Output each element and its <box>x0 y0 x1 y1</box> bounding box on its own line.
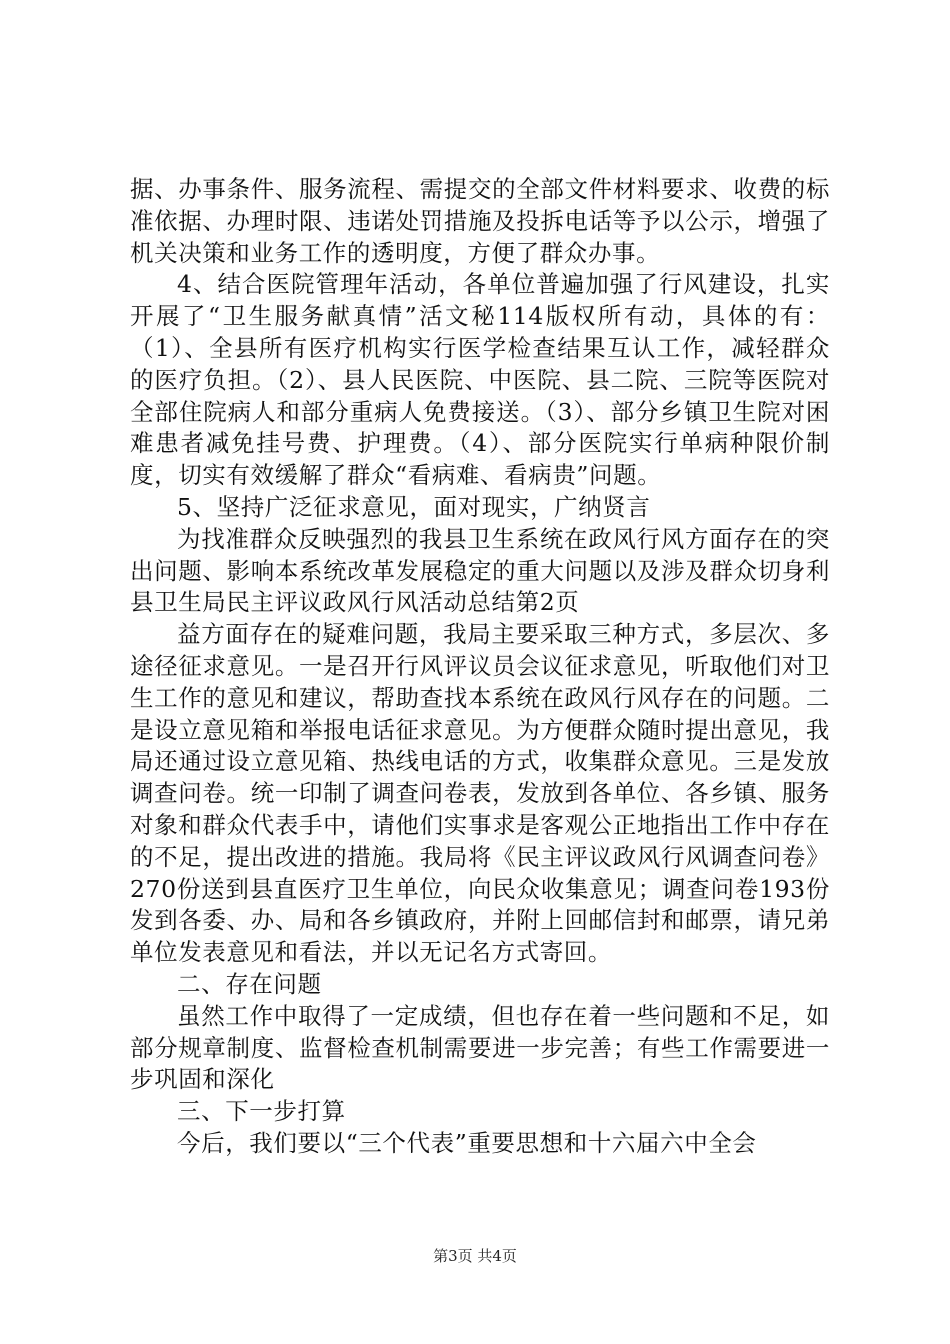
page-footer: 第3页 共4页 <box>433 1247 517 1265</box>
paragraph-9: 今后，我们要以“三个代表”重要思想和十六届六中全会 <box>177 1128 757 1157</box>
paragraph-1: 据、办事条件、服务流程、需提交的全部文件材料要求、收费的标准依据、办理时限、违诺处罚措施及投拆电话等予以公示，增强了机关决策和业务工作的透明度，方便了群众办事。 <box>130 175 830 267</box>
section-heading-problems: 二、存在问题 <box>177 969 322 998</box>
paragraph-7: 虽然工作中取得了一定成绩，但也存在着一些问题和不足，如部分规章制度、监督检查机制需要进一步完善；有些工作需要进一步巩固和深化 <box>130 1001 830 1094</box>
paragraph-3: 5、坚持广泛征求意见，面对现实，广纳贤言 <box>177 492 651 521</box>
section-heading-next-steps: 三、下一步打算 <box>177 1097 346 1126</box>
paragraph-5: 益方面存在的疑难问题，我局主要采取三种方式，多层次、多途径征求意见。一是召开行风评议员会议征求意见，听取他们对卫生工作的意见和建议，帮助查找本系统在政风行风存在的问题。二是设立意见箱和举报电话征求意见。为方便群众随时提出意见，我局还通过设立意见箱、热线电话的方式，收集群众意见。三是发放调查问卷。统一印制了调查问卷表，发放到各单位、各乡镇、服务对象和群众代表手中，请他们实事求是客观公正地指出工作中存在的不足，提出改进的措施。我局将《民主评议政风行风调查问卷》270份送到县直医疗卫生单位，向民众收集意见；调查问卷193份发到各委、办、局和各乡镇政府，并附上回邮信封和邮票，请兄弟单位发表意见和看法，并以无记名方式寄回。 <box>130 620 830 967</box>
paragraph-4: 为找准群众反映强烈的我县卫生系统在政风行风方面存在的突出问题、影响本系统改革发展稳定的重大问题以及涉及群众切身利县卫生局民主评议政风行风活动总结第2页 <box>130 524 830 617</box>
paragraph-2: 4、结合医院管理年活动，各单位普遍加强了行风建设，扎实开展了“卫生服务献真情”活文秘114版权所有动，具体的有：（1）、全县所有医疗机构实行医学检查结果互认工作，减轻群众的医疗负担。（2）、县人民医院、中医院、县二院、三院等医院对全部住院病人和部分重病人免费接送。（3）、部分乡镇卫生院对困难患者减免挂号费、护理费。（4）、部分医院实行单病种限价制度，切实有效缓解了群众“看病难、看病贵”问题。 <box>130 270 830 490</box>
document-body <box>130 174 830 1160</box>
